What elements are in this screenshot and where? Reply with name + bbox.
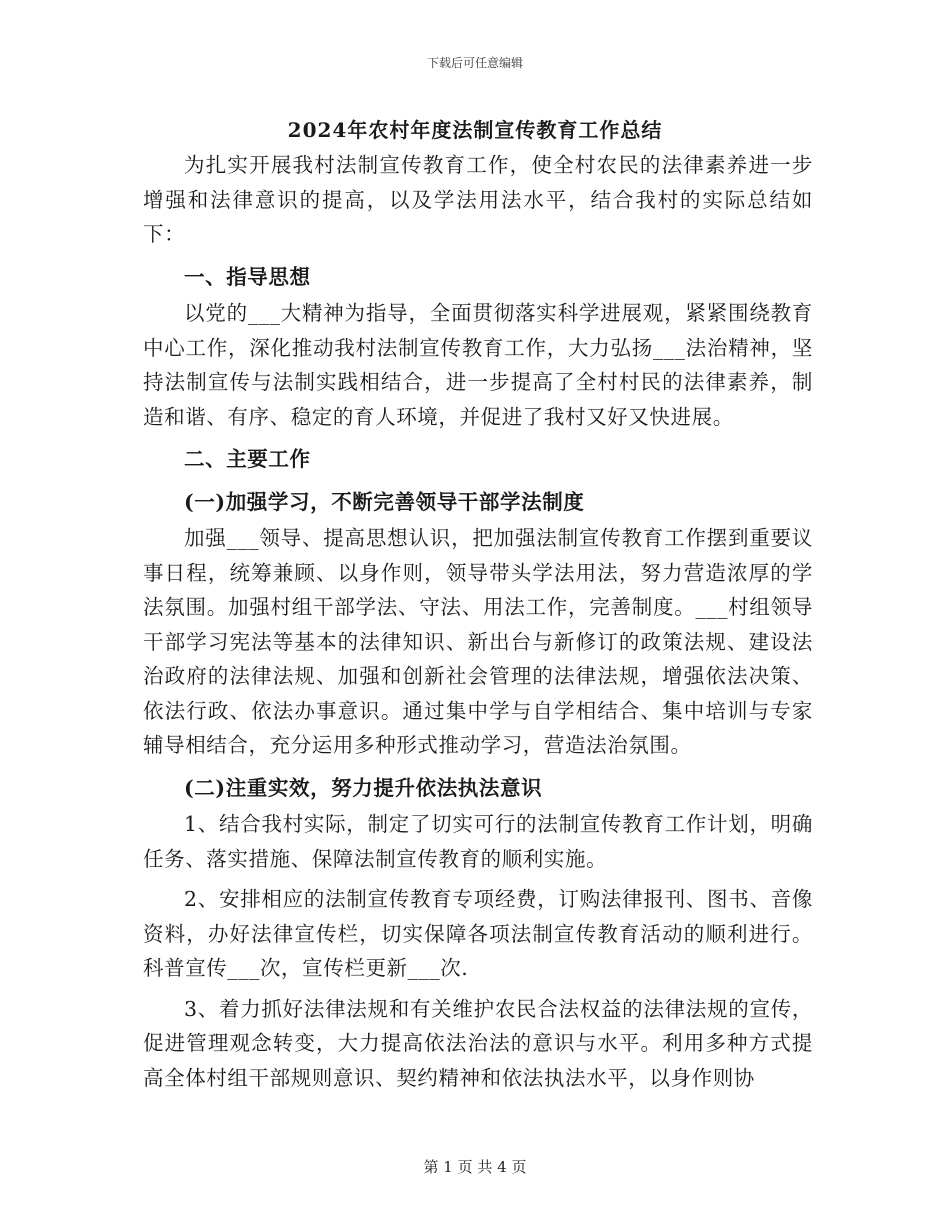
header-note: 下载后可任意编辑 xyxy=(426,56,523,70)
section-heading-main-work: 二、主要工作 xyxy=(184,447,311,471)
section-body-guiding-ideology: 以党的___大精神为指导，全面贯彻落实科学进展观，紧紧围绕教育中心工作，深化推动我村法制宣传教育工作，大力弘扬___法治精神，坚持法制宣传与法制实践相结合，进一步提高了全村村民的法律素养，制造和谐、有序、稳定的育人环境，并促进了我村又好又快进展。 xyxy=(143,301,813,429)
document-body xyxy=(143,148,813,1095)
list-item: 1、结合我村实际，制定了切实可行的法制宣传教育工作计划，明确任务、落实措施、保障法制宣传教育的顺利实施。 xyxy=(143,812,813,871)
subsection-heading-strengthen-learning: (一)加强学习，不断完善领导干部学法制度 xyxy=(184,489,585,514)
list-item: 2、安排相应的法制宣传教育专项经费，订购法律报刊、图书、音像资料，办好法律宣传栏，切实保障各项法制宣传教育活动的顺利进行。科普宣传___次，宣传栏更新___次. xyxy=(143,887,813,980)
section-heading-guiding-ideology: 一、指导思想 xyxy=(184,264,311,289)
list-item: 3、着力抓好法律法规和有关维护农民合法权益的法律法规的宣传，促进管理观念转变，大力提高依法治法的意识与水平。利用多种方式提高全体村组干部规则意识、契约精神和依法执法水平，以身作则协 xyxy=(143,996,813,1090)
subsection-body-strengthen-learning: 加强___领导、提高思想认识，把加强法制宣传教育工作摆到重要议事日程，统筹兼顾、以身作则，领导带头学法用法，努力营造浓厚的学法氛围。加强村组干部学法、守法、用法工作，完善制度。___村组领导干部学习宪法等基本的法律知识、新出台与新修订的政策法规、建设法治政府的法律法规、加强和创新社会管理的法律法规，增强依法决策、依法行政、依法办事意识。通过集中学与自学相结合、集中培训与专家辅导相结合，充分运用多种形式推动学习，营造法治氛围。 xyxy=(143,526,813,757)
page-footer: 第 1 页 共 4 页 xyxy=(423,1158,527,1176)
subsection-heading-focus-results: (二)注重实效，努力提升依法执法意识 xyxy=(184,775,543,800)
intro-paragraph: 为扎实开展我村法制宣传教育工作，使全村农民的法律素养进一步增强和法律意识的提高，以及学法用法水平，结合我村的实际总结如下： xyxy=(143,153,813,246)
document-title: 2024年农村年度法制宣传教育工作总结 xyxy=(287,118,663,142)
